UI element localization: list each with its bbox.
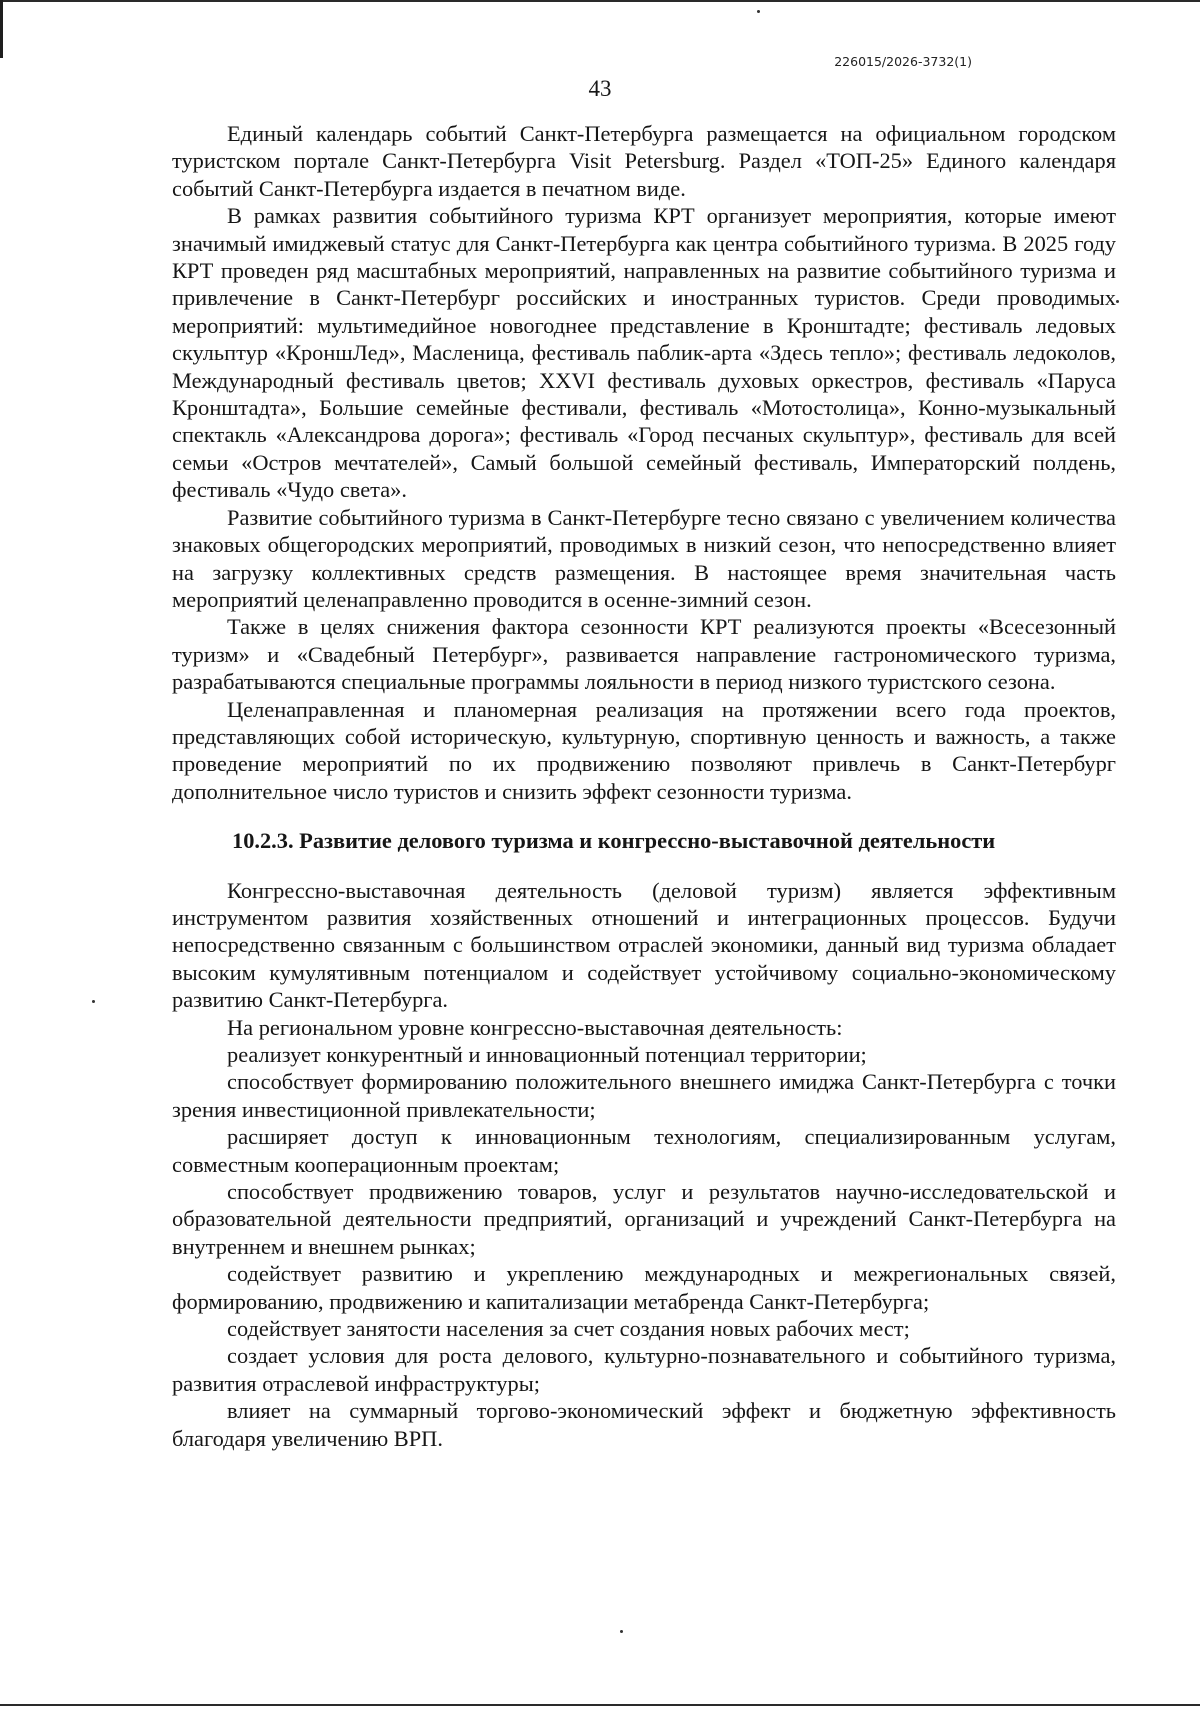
paragraph: Также в целях снижения фактора сезонности КРТ реализуются проекты «Всесезонный туризм» и «Свадебный Петербург», развивается направление гастрономического туризма, разрабатываются специальные программы лояльности в период низкого туристского сезона. — [172, 614, 1116, 695]
scan-edge-mark — [0, 0, 3, 58]
document-body — [172, 120, 1116, 1452]
scan-speck — [620, 1630, 623, 1633]
scan-border-top — [0, 0, 1200, 2]
list-item: создает условия для роста делового, культурно-познавательного и событийного туризма, развития отраслевой инфраструктуры; — [172, 1343, 1116, 1396]
scan-border-bottom — [0, 1704, 1200, 1706]
paragraph: Конгрессно-выставочная деятельность (деловой туризм) является эффективным инструментом развития хозяйственных отношений и интеграционных процессов. Будучи непосредственно связанным с большинством отраслей экономики, данный вид туризма обладает высоким кумулятивным потенциалом и содействует устойчивому социально-экономическому развитию Санкт-Петербурга. — [172, 877, 1116, 1013]
paragraph: В рамках развития событийного туризма КРТ организует мероприятия, которые имеют значимый имиджевый статус для Санкт-Петербурга как центра событийного туризма. В 2025 году КРТ проведен ряд масштабных мероприятий, направленных на развитие событийного туризма и привлечение в Санкт-Петербург российских и иностранных туристов. Среди проводимых мероприятий: мультимедийное новогоднее представление в Кронштадте; фестиваль ледовых скульптур «КроншЛед», Масленица, фестиваль паблик-арта «Здесь тепло»; фестиваль ледоколов, Международный фестиваль цветов; XXVI фестиваль духовых оркестров, фестиваль «Паруса Кронштадта», Большие семейные фестивали, фестиваль «Мотостолица», Конно-музыкальный спектакль «Александрова дорога»; фестиваль «Город песчаных скульптур», фестиваль для всей семьи «Остров мечтателей», Самый большой семейный фестиваль, Императорский полдень, фестиваль «Чудо света». — [172, 203, 1116, 503]
document-registration-number: 226015/2026-3732(1) — [834, 54, 972, 69]
list-item: содействует развитию и укреплению международных и межрегиональных связей, формированию, продвижению и капитализации метабренда Санкт-Петербурга; — [172, 1261, 1116, 1314]
list-item: способствует формированию положительного внешнего имиджа Санкт-Петербурга с точки зрения инвестиционной привлекательности; — [172, 1069, 1116, 1122]
list-item: способствует продвижению товаров, услуг и результатов научно-исследовательской и образовательной деятельности предприятий, организаций и учреждений Санкт-Петербурга на внутреннем и внешнем рынках; — [172, 1179, 1116, 1259]
paragraph: Развитие событийного туризма в Санкт-Петербурге тесно связано с увеличением количества знаковых общегородских мероприятий, проводимых в низкий сезон, что непосредственно влияет на загрузку коллективных средств размещения. В настоящее время значительная часть мероприятий целенаправленно проводится в осенне-зимний сезон. — [172, 504, 1116, 612]
list-item: расширяет доступ к инновационным технологиям, специализированным услугам, совместным кооперационным проектам; — [172, 1124, 1116, 1177]
list-intro: На региональном уровне конгрессно-выставочная деятельность: — [227, 1014, 843, 1040]
list-item: реализует конкурентный и инновационный потенциал территории; — [227, 1042, 867, 1067]
paragraph: Единый календарь событий Санкт-Петербурга размещается на официальном городском туристском портале Санкт-Петербурга Visit Petersburg. Раздел «ТОП-25» Единого календаря событий Санкт-Петербурга издается в печатном виде. — [172, 121, 1116, 201]
scan-speck — [1116, 300, 1119, 303]
list-item: влияет на суммарный торгово-экономический эффект и бюджетную эффективность благодаря увеличению ВРП. — [172, 1398, 1116, 1451]
scan-speck — [757, 10, 760, 13]
list-item: содействует занятости населения за счет создания новых рабочих мест; — [227, 1316, 910, 1342]
section-heading: 10.2.3. Развитие делового туризма и конгрессно-выставочной деятельности — [232, 828, 996, 854]
page-number: 43 — [588, 76, 612, 101]
paragraph: Целенаправленная и планомерная реализация на протяжении всего года проектов, представляющих собой историческую, культурную, спортивную ценность и важность, а также проведение мероприятий по их продвижению позволяют привлечь в Санкт-Петербург дополнительное число туристов и снизить эффект сезонности туризма. — [172, 696, 1116, 804]
scan-speck — [92, 1000, 95, 1003]
